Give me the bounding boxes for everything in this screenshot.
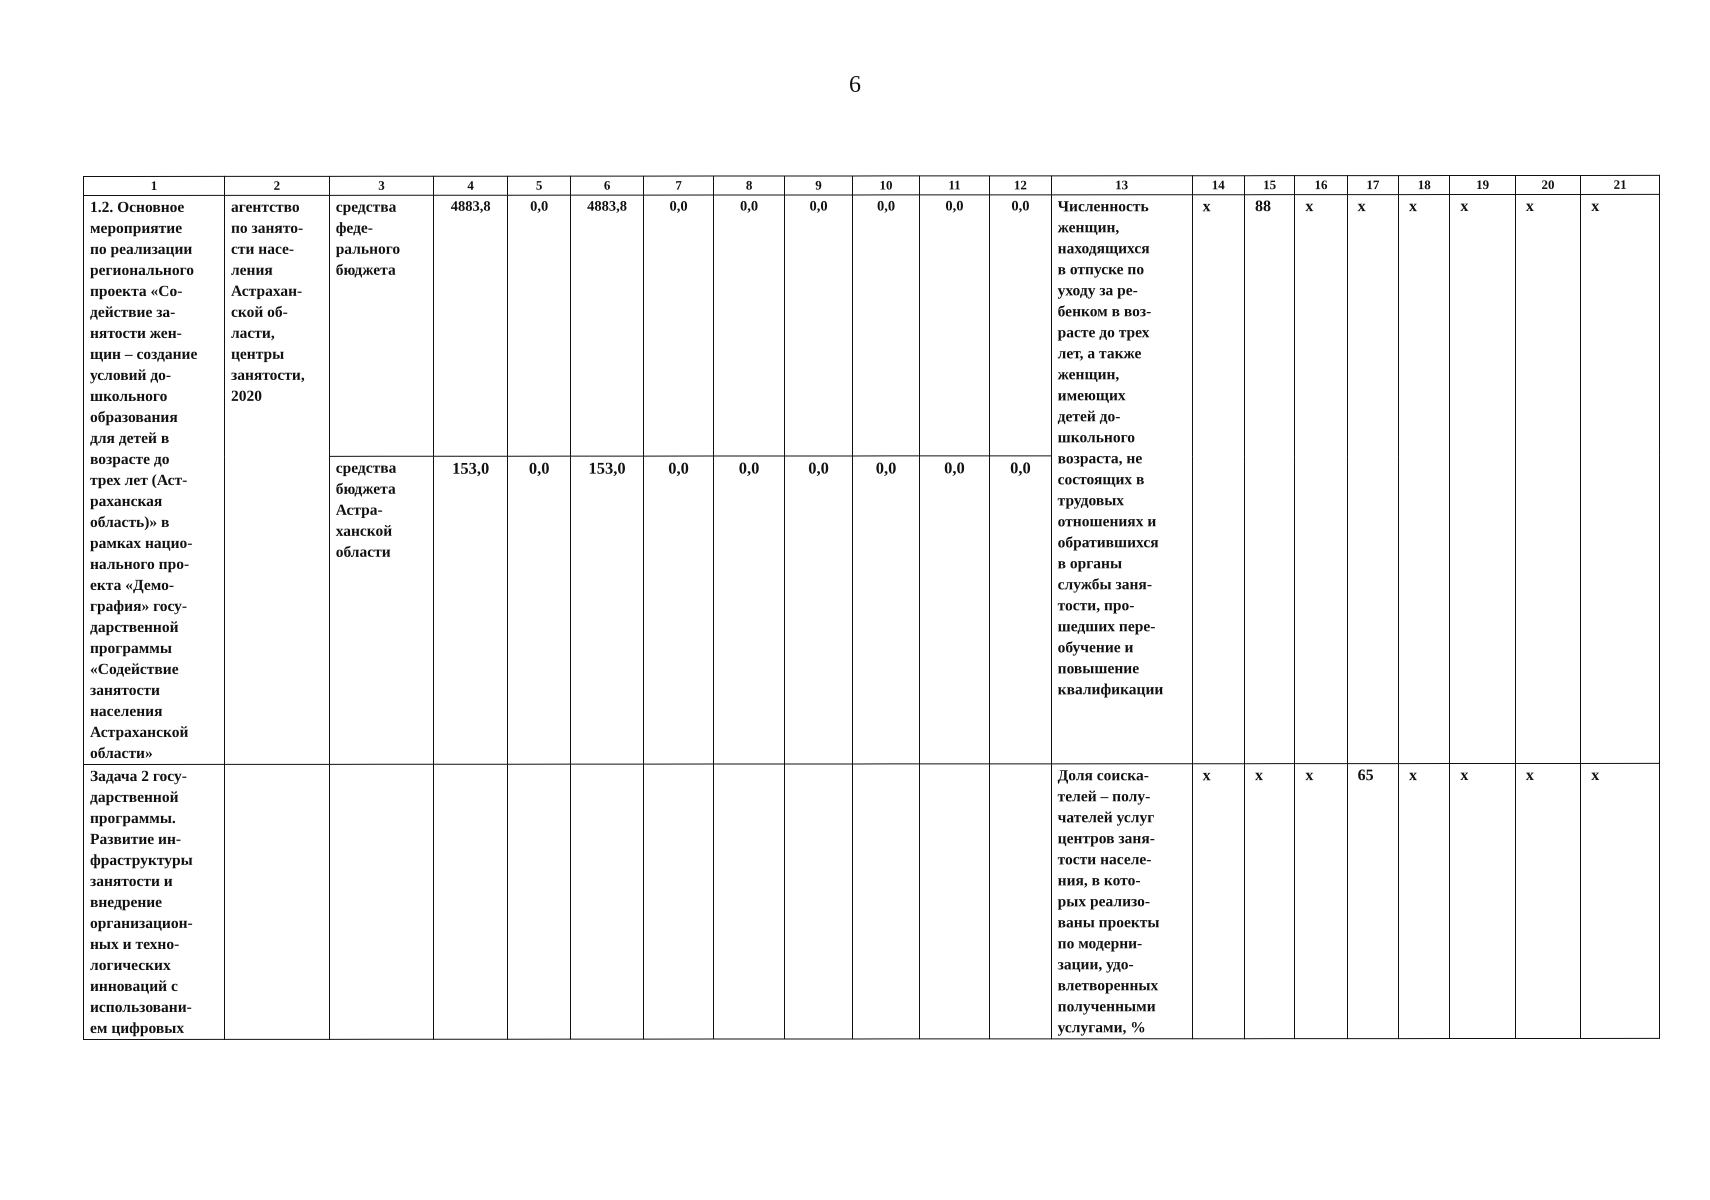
- mark-cell: 65: [1347, 764, 1398, 1039]
- value-cell: 0,0: [990, 456, 1051, 764]
- mark-cell: x: [1295, 764, 1347, 1039]
- value-cell: 0,0: [919, 195, 989, 456]
- program-table-wrapper: [83, 175, 1660, 1040]
- header-cell: 5: [507, 176, 570, 195]
- empty-cell: [643, 764, 713, 1039]
- value-cell: 0,0: [643, 195, 713, 456]
- value-cell: 0,0: [507, 195, 570, 456]
- table-row-task-2: [84, 763, 1660, 1039]
- mark-cell: x: [1244, 764, 1294, 1039]
- mark-cell: 88: [1244, 195, 1294, 764]
- empty-cell: [990, 764, 1051, 1039]
- header-cell: 11: [919, 176, 989, 195]
- header-cell: 8: [714, 176, 784, 195]
- table-row-event-federal: [84, 194, 1660, 456]
- header-cell: 19: [1450, 176, 1515, 195]
- indicator-cell: Численность женщин, находящихся в отпуске по уходу за ре- бенком в воз- расте до трех лет, а также женщин, имеющих детей до- школьного возраста, не состоящих в трудовых отношениях и обратившихся в органы службы заня- тости, про- шедших пере- обучение и повышение квалификации: [1051, 195, 1192, 764]
- value-cell: 4883,8: [571, 195, 644, 456]
- empty-cell: [224, 764, 329, 1039]
- empty-cell: [919, 764, 989, 1039]
- empty-cell: [784, 764, 852, 1039]
- mark-cell: x: [1450, 764, 1515, 1039]
- mark-cell: x: [1192, 195, 1244, 764]
- value-cell: 4883,8: [434, 195, 508, 456]
- event-name-cell: 1.2. Основное мероприятие по реализации регионального проекта «Со- действие за- нятости жен- щин – создание условий до- школьного образования для детей в возрасте до трех лет (Аст- раханская область)» в рамках нацио- нального про- екта «Демо- графия» госу- дарственной программы «Содействие занятости населения Астраханской области»: [84, 195, 225, 764]
- value-cell: 0,0: [643, 456, 713, 764]
- value-cell: 153,0: [434, 457, 508, 765]
- value-cell: 0,0: [990, 195, 1051, 456]
- program-table: [83, 175, 1660, 1040]
- header-cell: 7: [643, 176, 713, 195]
- mark-cell: x: [1347, 195, 1398, 764]
- header-row: [84, 175, 1660, 195]
- value-cell: 0,0: [919, 456, 989, 764]
- header-cell: 4: [434, 176, 508, 195]
- indicator-cell: Доля соиска- телей – полу- чателей услуг центров заня- тости населе- ния, в кото- рых реализо- ваны проекты по модерни- зации, удо- влетворенных полученными услугами, %: [1051, 764, 1192, 1039]
- header-cell: 9: [784, 176, 852, 195]
- mark-cell: x: [1515, 194, 1580, 763]
- header-cell: 2: [224, 176, 329, 195]
- empty-cell: [571, 764, 644, 1039]
- value-cell: 0,0: [853, 456, 919, 764]
- value-cell: 0,0: [784, 195, 852, 456]
- mark-cell: x: [1295, 195, 1347, 764]
- header-cell: 6: [571, 176, 644, 195]
- empty-cell: [329, 764, 434, 1039]
- funding-source-cell: средства бюджета Астра- ханской области: [329, 457, 434, 765]
- header-cell: 14: [1192, 176, 1244, 195]
- header-cell: 17: [1347, 176, 1398, 195]
- header-cell: 12: [990, 176, 1051, 195]
- mark-cell: x: [1399, 764, 1450, 1039]
- header-cell: 21: [1581, 175, 1660, 194]
- header-cell: 20: [1515, 175, 1580, 194]
- empty-cell: [853, 764, 919, 1039]
- mark-cell: x: [1450, 195, 1515, 764]
- value-cell: 0,0: [853, 195, 919, 456]
- mark-cell: x: [1581, 763, 1660, 1038]
- mark-cell: x: [1581, 194, 1660, 763]
- value-cell: 0,0: [714, 456, 784, 764]
- empty-cell: [434, 764, 508, 1039]
- header-cell: 13: [1051, 176, 1192, 195]
- task-name-cell: Задача 2 госу- дарственной программы. Развитие ин- фраструктуры занятости и внедрение организацион- ных и техно- логических инноваций с использовани- ем цифровых: [84, 764, 225, 1039]
- value-cell: 0,0: [714, 195, 784, 456]
- value-cell: 0,0: [507, 457, 570, 765]
- empty-cell: [714, 764, 784, 1039]
- header-cell: 16: [1295, 176, 1347, 195]
- mark-cell: x: [1399, 195, 1450, 764]
- header-cell: 1: [84, 176, 225, 195]
- header-cell: 18: [1399, 176, 1450, 195]
- mark-cell: x: [1515, 763, 1580, 1038]
- header-cell: 3: [329, 176, 434, 195]
- funding-source-cell: средства феде- рального бюджета: [329, 195, 434, 456]
- value-cell: 153,0: [571, 456, 644, 764]
- executor-cell: агентство по занято- сти насе- ления Астрахан- ской об- ласти, центры занятости, 2020: [224, 195, 329, 764]
- page-number: 6: [849, 72, 861, 98]
- value-cell: 0,0: [784, 456, 852, 764]
- header-cell: 15: [1244, 176, 1294, 195]
- header-cell: 10: [853, 176, 919, 195]
- empty-cell: [507, 764, 570, 1039]
- mark-cell: x: [1192, 764, 1244, 1039]
